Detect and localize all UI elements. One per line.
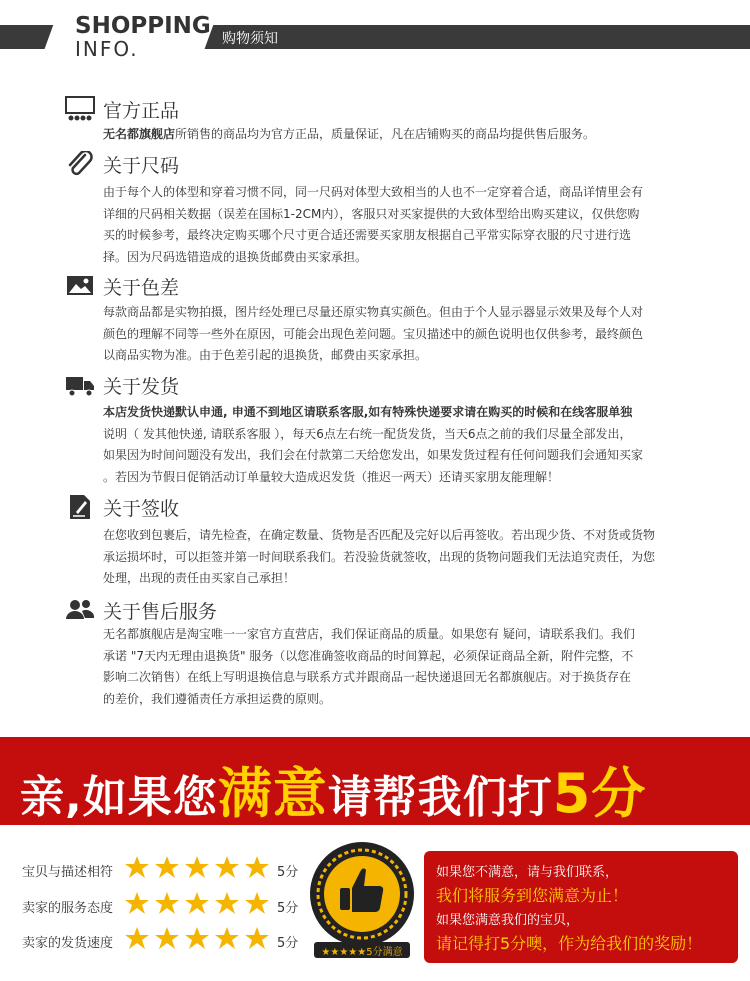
star-icon: [155, 856, 179, 878]
rating-score: 5分: [277, 936, 299, 951]
rating-row: [22, 861, 299, 880]
body-line: 本店发货快递默认申通, 申通不到地区请联系客服,如有特殊快递要求请在购买的时候和在线客服单独: [103, 405, 633, 419]
section-title: 关于色差: [103, 277, 180, 299]
section-title: 官方正品: [103, 100, 180, 122]
body-line: 。若因为节假日促销活动订单量较大造成迟发货（推迟一两天）还请买家朋友能理解！: [103, 469, 560, 484]
contact-line: 如果您不满意，请与我们联系，: [436, 865, 619, 880]
section-title: 关于发货: [103, 376, 180, 398]
logo-info: INFO.: [75, 37, 139, 61]
star-icon: [215, 927, 239, 949]
body-line: 买的时候参考，最终决定购买哪个尺寸更合适还需要买家朋友根据自己平常实际穿衣服的尺寸进行选: [103, 228, 632, 242]
logo-shopping: SHOPPING: [75, 13, 211, 39]
body-line: 择。因为尺码选错造成的退换货邮费由买家承担。: [103, 249, 368, 264]
section-title: 关于售后服务: [103, 601, 218, 623]
body-line: 由于每个人的体型和穿着习惯不同，同一尺码对体型大致相当的人也不一定穿着合适，商品详情里会有: [103, 185, 644, 199]
rating-banner: [0, 737, 750, 825]
contact-line-highlight: 我们将服务到您满意为止！: [436, 886, 629, 905]
thumbs-up-badge: [308, 838, 416, 960]
banner-text: [20, 751, 646, 828]
rating-label: 卖家的发货速度: [22, 936, 114, 951]
truck-icon: [65, 372, 95, 398]
star-icon: [155, 892, 179, 914]
store-name: 无名都旗舰店: [103, 127, 176, 141]
image-icon: [65, 273, 95, 299]
star-icon: [185, 892, 209, 914]
rating-row: [22, 932, 299, 951]
sign-icon: [65, 494, 95, 520]
body-line: 每款商品都是实物拍摄，图片经处理已尽量还原实物真实颜色。但由于个人显示器显示效果及每个人对: [103, 305, 644, 319]
screen-icon: [65, 96, 95, 122]
star-icon: [215, 856, 239, 878]
star-rating: [124, 926, 284, 952]
star-icon: [185, 927, 209, 949]
star-icon: [245, 856, 269, 878]
rating-label: 卖家的服务态度: [22, 901, 114, 916]
star-icon: [245, 927, 269, 949]
header-subtitle: 购物须知: [222, 31, 278, 47]
body-line: 承运损坏时，可以拒签并第一时间联系我们。若没验货就签收，出现的货物问题我们无法追究责任，为您: [103, 549, 656, 564]
section-title: 关于尺码: [103, 155, 180, 177]
body-line: 如果因为时间问题没有发出，我们会在付款第二天给您发出，如果发货过程有任何问题我们会通知买家: [103, 448, 644, 462]
star-icon: [185, 856, 209, 878]
page-header: [0, 0, 750, 60]
star-rating: [124, 891, 284, 917]
rating-row: [22, 897, 299, 916]
body-line: 的差价，我们遵循责任方承担运费的原则。: [103, 691, 332, 706]
star-rating: [124, 855, 284, 881]
banner-highlight: 满意: [217, 762, 328, 825]
body-line: 在您收到包裹后，请先检查，在确定数量、货物是否匹配及完好以后再签收。若出现少货、不对货或货物: [103, 528, 656, 542]
section-text: 所销售的商品均为官方正品，质量保证，凡在店铺购买的商品均提供售后服务。: [175, 127, 596, 141]
body-line: 以商品实物为准。由于色差引起的退换货，邮费由买家承担。: [103, 348, 428, 362]
banner-part2: 请帮我们打: [327, 772, 553, 823]
body-line: 无名都旗舰店是淘宝唯一一家官方直营店，我们保证商品的质量。如果您有 疑问，请联系我们。我们: [103, 627, 635, 641]
body-line: 处理，出现的责任由买家自己承担！: [103, 571, 296, 585]
star-icon: [155, 927, 179, 949]
rating-score: 5分: [277, 865, 299, 880]
contact-box: [424, 851, 738, 963]
section-body: [103, 182, 658, 268]
section-body: [103, 624, 658, 710]
star-icon: [215, 892, 239, 914]
star-icon: [125, 927, 149, 949]
section-body: [103, 302, 658, 367]
star-icon: [245, 892, 269, 914]
rating-label: 宝贝与描述相符: [22, 865, 114, 880]
users-icon: [65, 597, 95, 623]
section-body: [103, 525, 658, 590]
contact-line: 如果您满意我们的宝贝，: [436, 913, 580, 928]
rating-score: 5分: [277, 901, 299, 916]
section-title: 关于签收: [103, 498, 180, 520]
banner-part1: 亲,如果您: [20, 772, 218, 823]
body-line: 说明（ 发其他快递, 请联系客服 ），每天6点左右统一配货发货，当天6点之前的我们尽量全部发出，: [103, 426, 632, 441]
body-line: 详细的尺码相关数据（误差在国标1-2CM内），客服只对买家提供的大致体型给出购买建议，仅供您购: [103, 206, 640, 221]
body-line: 颜色的理解不同等一些外在原因，可能会出现色差问题。宝贝描述中的颜色说明也仅供参考，最终颜色: [103, 326, 644, 341]
body-line: 承诺 "7天内无理由退换货" 服务（以您准确签收商品的时间算起，必须保证商品全新，附件完整，不: [103, 648, 634, 663]
star-icon: [125, 856, 149, 878]
body-line: 影响二次销售）在纸上写明退换信息与联系方式并跟商品一起快递退回无名都旗舰店。对于换货存在: [103, 670, 632, 684]
section-body: [103, 402, 658, 488]
paperclip-icon: [65, 151, 95, 177]
banner-score: 5分: [552, 762, 647, 825]
star-icon: [125, 892, 149, 914]
contact-line-highlight: 请记得打5分噢，作为给我们的奖励！: [436, 934, 703, 953]
section-body: [103, 124, 658, 146]
badge-text: ★★★★★5分满意: [321, 947, 403, 958]
